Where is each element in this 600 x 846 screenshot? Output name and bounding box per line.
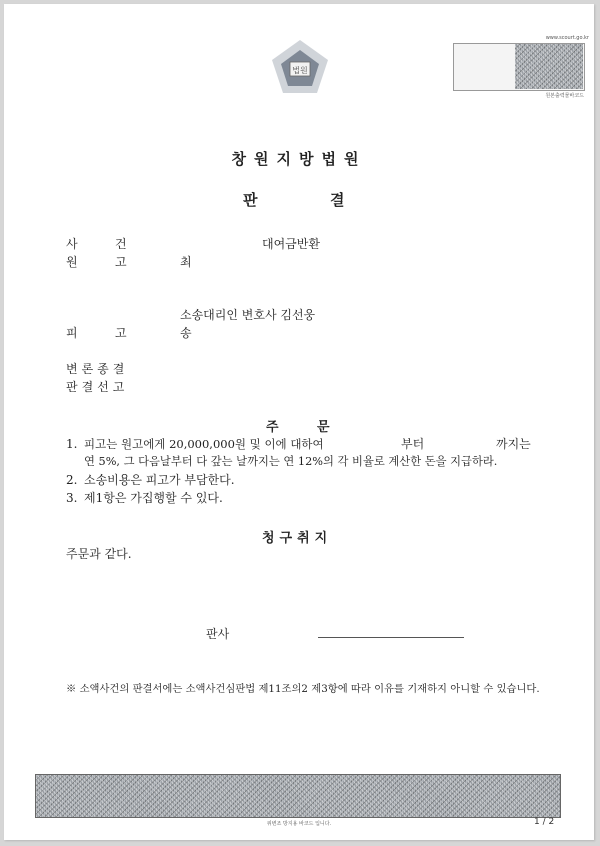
doc-title-right: 결 [330,191,345,209]
court-emblem-icon [269,38,331,96]
document-page [4,4,594,840]
plaintiff-label-1: 원 [66,255,78,269]
signature-line [318,637,464,638]
order-item-1-text: 피고는 원고에게 20,000,000원 및 이에 대하여 [84,437,324,451]
attorney: 소송대리인 변호사 김선웅 [180,308,316,322]
defendant-value: 송 [180,326,192,340]
anti-forgery-caption: 위변조 방지용 바코드 입니다. [266,821,332,827]
case-label-1: 사 [66,237,78,251]
page-number: 1 / 2 [534,817,555,827]
order-item-1-from: 부터 [401,437,425,451]
order-item-1-line2: 연 5%, 그 다음날부터 다 갚는 날까지는 연 12%의 각 비율로 계산한 돈을 지급하라. [84,455,498,468]
sentence-label: 판결선고 [66,380,129,394]
order-item-1-until: 까지는 [496,437,531,451]
order-title-1: 주 [266,420,279,435]
claim-title: 청구취지 [262,531,333,546]
order-item-3-num: 3. [66,491,78,505]
barcode-pattern [515,44,583,89]
order-item-3-text: 제1항은 가집행할 수 있다. [84,491,223,505]
claim-text: 주문과 같다. [66,547,132,561]
anti-forgery-barcode [35,774,561,818]
closing-label: 변론종결 [66,362,129,376]
case-label-2: 건 [115,237,127,251]
svg-text:법원: 법원 [292,66,308,75]
plaintiff-value: 최 [180,255,192,269]
barcode-caption: 원본출력물바코드 [545,93,584,99]
judge-label: 판사 [206,627,230,641]
defendant-label-2: 고 [115,326,127,340]
plaintiff-label-2: 고 [115,255,127,269]
order-title-2: 문 [317,420,330,435]
order-item-1-num: 1. [66,437,78,451]
order-item-2-num: 2. [66,473,78,487]
case-value: 대여금반환 [262,237,320,251]
defendant-label-1: 피 [66,326,78,340]
site-url: www.scourt.go.kr [545,35,589,41]
order-item-2-text: 소송비용은 피고가 부담한다. [84,473,235,487]
court-name: 창원지방법원 [231,150,367,168]
small-claims-note: ※ 소액사건의 판결서에는 소액사건심판법 제11조의2 제3항에 따라 이유를 기재하지 아니할 수 있습니다. [66,683,540,695]
doc-title-left: 판 [243,191,258,209]
